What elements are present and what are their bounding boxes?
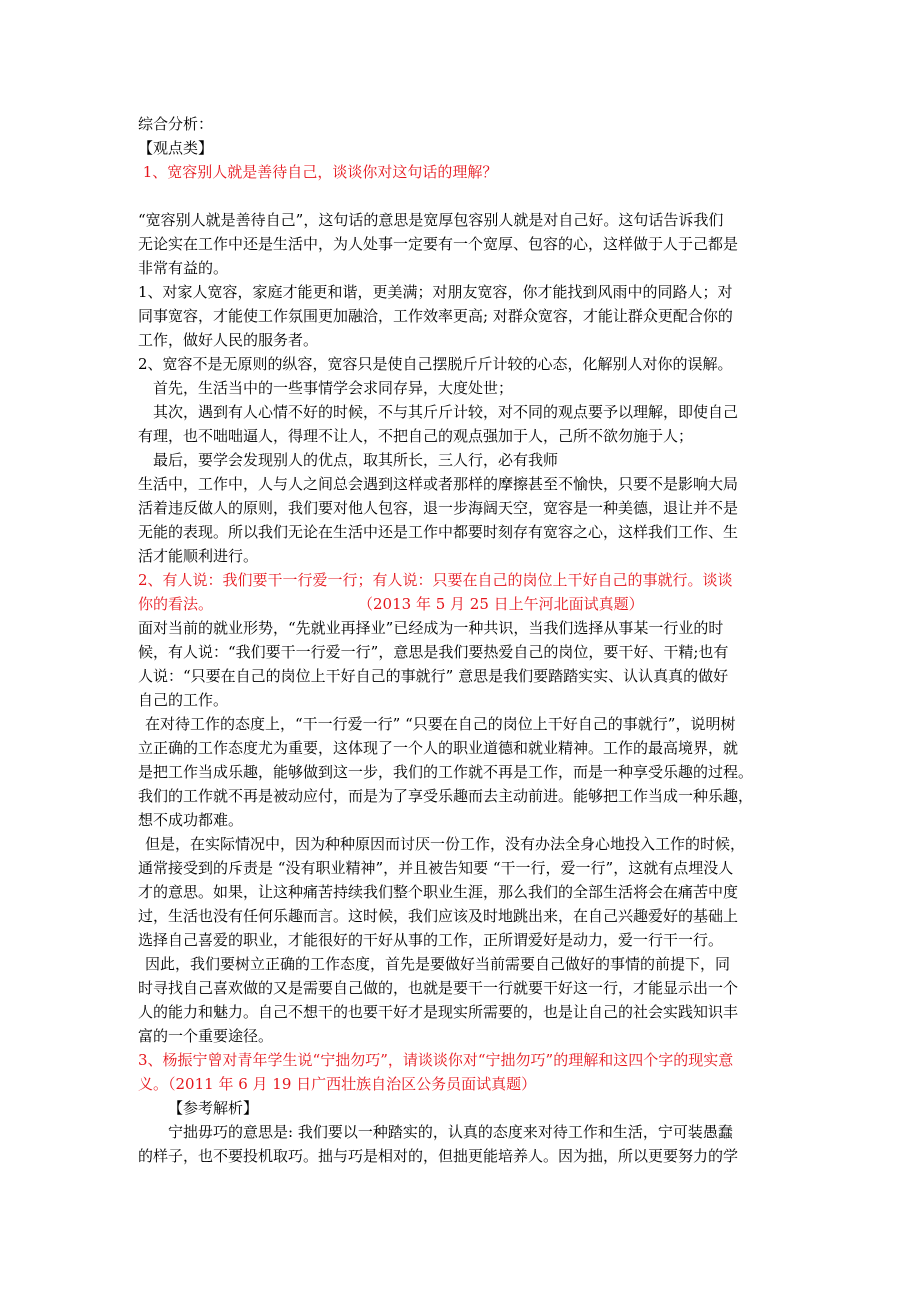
q2-paragraph-line: 因此，我们要树立正确的工作态度，首先是要做好当前需要自己做好的事情的前提下，同	[145, 955, 731, 973]
document-page	[138, 112, 786, 1168]
q2-paragraph-line: 是把工作当成乐趣，能够做到这一步，我们的工作就不再是工作，而是一种享受乐趣的过程。	[138, 763, 754, 781]
q2-paragraph-line: 候，有人说：“我们要干一行爱一行”，意思是我们要热爱自己的岗位，要干好、干精;也有	[138, 643, 729, 661]
q1-paragraph-line: 1、对家人宽容，家庭才能更和谐，更美满；对朋友宽容，你才能找到风雨中的同路人；对	[138, 283, 733, 301]
q1-paragraph-line: 生活中，工作中，人与人之间总会遇到这样或者那样的摩擦甚至不愉快，只要不是影响大局	[138, 475, 739, 493]
q1-paragraph-line: 工作，做好人民的服务者。	[138, 331, 319, 349]
question-2-source: （2013 年 5 月 25 日上午河北面试真题）	[358, 595, 644, 613]
question-3-title: 3、杨振宁曾对青年学生说“宁拙勿巧”，请谈谈你对“宁拙勿巧”的理解和这四个字的现实意	[138, 1051, 734, 1069]
q2-paragraph-line: 我们的工作就不再是被动应付，而是为了享受乐趣而去主动前进。能够把工作当成一种乐趣，	[138, 787, 754, 805]
q2-paragraph-line: 富的一个重要途径。	[138, 1027, 274, 1045]
q1-paragraph-line: 非常有益的。	[138, 259, 229, 277]
q3-paragraph-line: 的样子，也不要投机取巧。拙与巧是相对的，但拙更能培养人。因为拙，所以更要努力的学	[138, 1147, 739, 1165]
section-heading: 综合分析：	[138, 115, 214, 133]
q2-paragraph-line: 在对待工作的态度上，“干一行爱一行” “只要在自己的岗位上干好自己的事就行”，说明树	[145, 715, 736, 733]
q1-paragraph-line: “宽容别人就是善待自己”，这句话的意思是宽厚包容别人就是对自己好。这句话告诉我们	[138, 211, 724, 229]
q2-paragraph-line: 通常接受到的斥责是 “没有职业精神”，并且被告知要 “干一行，爱一行”，这就有点埋没人	[138, 859, 734, 877]
q1-paragraph-line: 无论实在工作中还是生活中，为人处事一定要有一个宽厚、包容的心，这样做于人于己都是	[138, 235, 739, 253]
q2-paragraph-line: 想不成功都难。	[138, 811, 244, 829]
question-2-title-tail: 你的看法。	[138, 595, 214, 613]
q1-paragraph-line: 首先，生活当中的一些事情学会求同存异，大度处世；	[153, 379, 514, 397]
q2-paragraph-line: 时寻找自己喜欢做的又是需要自己做的，也就是要干一行就要干好这一行，才能显示出一个	[138, 979, 739, 997]
q2-paragraph-line: 人说：“只要在自己的岗位上干好自己的事就行” 意思是我们要踏踏实实、认认真真的做好	[138, 667, 729, 685]
q1-paragraph-line: 最后，要学会发现别人的优点，取其所长，三人行，必有我师	[153, 451, 559, 469]
q3-paragraph-line: 宁拙毋巧的意思是: 我们要以一种踏实的，认真的态度来对待工作和生活，宁可装愚蠢	[168, 1123, 733, 1141]
question-2-title: 2、有人说：我们要干一行爱一行；有人说：只要在自己的岗位上干好自己的事就行。谈谈	[138, 571, 733, 589]
blank-line	[138, 184, 786, 208]
question-1-title: 1、宽容别人就是善待自己，谈谈你对这句话的理解？	[138, 163, 498, 181]
q2-paragraph-line: 立正确的工作态度尤为重要，这体现了一个人的职业道德和就业精神。工作的最高境界，就	[138, 739, 739, 757]
q2-paragraph-line: 人的能力和魅力。自己不想干的也要干好才是现实所需要的，也是让自己的社会实践知识丰	[138, 1003, 739, 1021]
q2-paragraph-line: 但是，在实际情况中，因为种种原因而讨厌一份工作，没有办法全身心地投入工作的时候，	[145, 835, 746, 853]
q1-paragraph-line: 活着违反做人的原则，我们要对他人包容，退一步海阔天空，宽容是一种美德，退让并不是	[138, 499, 739, 517]
reference-analysis-label: 【参考解析】	[168, 1099, 259, 1117]
q2-paragraph-line: 选择自己喜爱的职业，才能很好的干好从事的工作，正所谓爱好是动力，爱一行干一行。	[138, 931, 724, 949]
question-3-title-cont: 义。（2011 年 6 月 19 日广西壮族自治区公务员面试真题）	[138, 1075, 537, 1093]
q2-paragraph-line: 过，生活也没有任何乐趣而言。这时候，我们应该及时地跳出来，在自己兴趣爱好的基础上	[138, 907, 739, 925]
q1-paragraph-line: 其次，遇到有人心情不好的时候，不与其斤斤计较，对不同的观点要予以理解，即使自己	[153, 403, 739, 421]
q1-paragraph-line: 同事宽容，才能使工作氛围更加融洽，工作效率更高; 对群众宽容，才能让群众更配合你的	[138, 307, 733, 325]
q2-paragraph-line: 自己的工作。	[138, 691, 229, 709]
q2-paragraph-line: 才的意思。如果，让这种痛苦持续我们整个职业生涯，那么我们的全部生活将会在痛苦中度	[138, 883, 739, 901]
q1-paragraph-line: 无能的表现。所以我们无论在生活中还是工作中都要时刻存有宽容之心，这样我们工作、生	[138, 523, 739, 541]
q1-paragraph-line: 有理，也不咄咄逼人，得理不让人，不把自己的观点强加于人，己所不欲勿施于人；	[138, 427, 694, 445]
q1-paragraph-line: 活才能顺利进行。	[138, 547, 259, 565]
question-2-title-cont	[138, 592, 786, 616]
q1-paragraph-line: 2、宽容不是无原则的纵容，宽容只是使自己摆脱斤斤计较的心态，化解别人对你的误解。	[138, 355, 733, 373]
q2-paragraph-line: 面对当前的就业形势，“先就业再择业”已经成为一种共识，当我们选择从事某一行业的时	[138, 619, 724, 637]
category-label: 【观点类】	[138, 139, 214, 157]
